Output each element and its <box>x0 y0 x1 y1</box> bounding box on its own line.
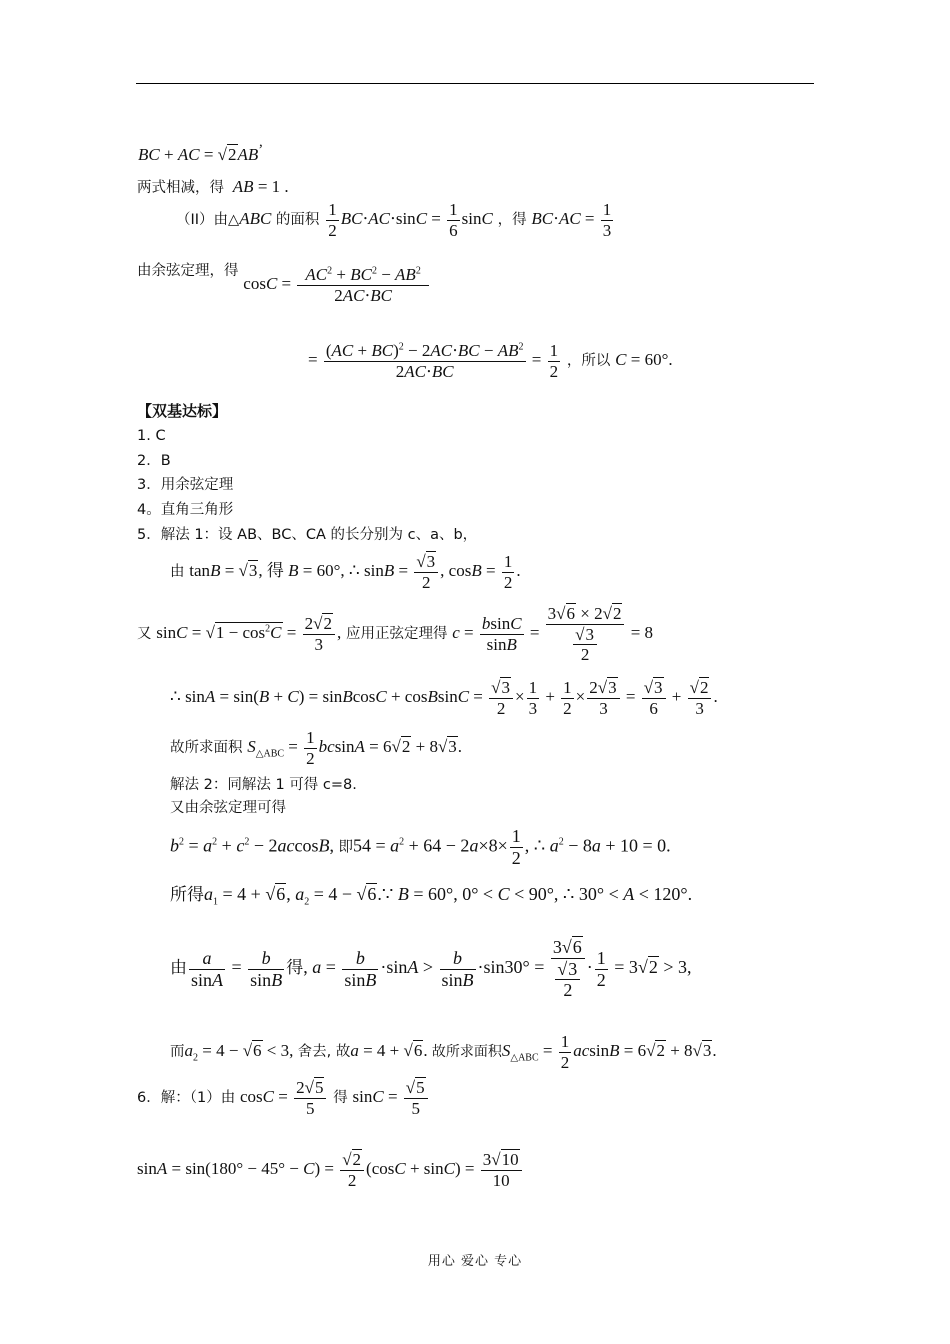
area-text: 故所求面积 <box>170 739 243 756</box>
angle-c-result: C = 60°. <box>615 349 673 369</box>
sin-a-line: ∴ sinA = sin(B + C) = sinBcosC + cosBsinC = $\frac{√3}{2}$ × $\frac{1}{3}$ + $\frac{1}{2}$ × $\frac{2√3}{3}$ = $\frac{√3}{6}$ + $\frac{√2}{3}$ . <box>170 678 718 718</box>
answer-2: 2．B <box>137 453 171 469</box>
header-rule <box>136 83 814 84</box>
obtain-text: 所得 <box>170 885 204 905</box>
cosine-result-line: = $\frac{(AC + BC)^2 - 2AC\cdot BC - AB^2}{2AC\cdot BC}$ = $\frac{1}{2}$ ，所以 C = 60°. <box>308 341 673 381</box>
ab-result: AB = 1 . <box>232 177 289 196</box>
while-text: 而 <box>170 1043 185 1060</box>
tan-b-line: 由 tanB = √3, 得 B = 60°, ∴ sinB = $\frac{√3}{2}$ , cosB = $\frac{1}{2}$ . <box>170 552 521 592</box>
method-2-title: 解法 2：同解法 1 可得 c=8. <box>170 777 357 793</box>
subtract-text: 两式相减，得 <box>137 180 224 196</box>
answer-5: 5．解法 1：设 AB、BC、CA 的长分别为 c、a、b， <box>137 527 478 543</box>
part-two-text: （II）由△ABC 的面积 <box>176 208 320 228</box>
sine-ratio-line: 由 $\frac{a}{\sin A}$ = $\frac{b}{\sin B}$ 得, a = $\frac{b}{\sin B}$ ·sinA > $\frac{b}{\sin B}$ ·sin30° = $\frac{3√6}{\frac{√3}{2}}$ · $\frac{1}{2}$ = 3√2 > 3, <box>170 937 692 1001</box>
answer-1: 1. C <box>137 428 166 444</box>
answer-4: 4。直角三角形 <box>137 502 234 518</box>
section-title: 【双基达标】 <box>137 402 228 420</box>
from-text: 由 <box>170 563 185 580</box>
q6-sin-a-line: sinA = sin(180° − 45° − C) = $\frac{√2}{2}$ (cosC + sinC) = $\frac{3√10}{10}$ <box>137 1150 524 1190</box>
namely-text: 即 <box>338 839 353 856</box>
page-footer: 用心 爱心 专心 <box>427 1254 523 1269</box>
cosine-law-line: 由余弦定理，得 cosC = $\frac{AC^2 + BC^2 - AB^2}{2AC\cdot BC}$ <box>137 264 431 305</box>
cosine-law-text: 由余弦定理，得 <box>137 263 239 279</box>
from-text-2: 由 <box>170 958 187 979</box>
equation-bc-ac: BC + AC = √2AB’ <box>138 142 264 164</box>
part-two-area: （II）由△ABC 的面积 $\frac{1}{2}$ BC⋅AC⋅sinC = $\frac{1}{6}$ sinC ，得 BC⋅AC = $\frac{1}{3}$ <box>176 200 612 240</box>
area-line-1: 故所求面积 $S_{\triangle ABC}$ = $\frac{1}{2}$ bcsinA = 6√2 + 8√3. <box>170 728 463 768</box>
part-two-then: ，得 <box>497 211 527 228</box>
method-2-cosine: 又由余弦定理可得 <box>170 800 286 816</box>
area-text-2: 故所求面积 <box>431 1043 502 1060</box>
discard-text: 舍去, 故 <box>297 1043 351 1060</box>
so-text: ，所以 <box>566 352 611 369</box>
subtract-line <box>137 178 289 196</box>
q6-text: 6．解：（1）由 <box>137 1089 236 1106</box>
q6-get-text: 得 <box>333 1089 348 1106</box>
sin-c-line: 又 $\sin C = √1 - \cos^2C$ = $\frac{2√2}{3}$ , 应用正弦定理得 c = $\frac{bsinC}{\sin B}$ = $\frac{3√6 \times 2√2}{\frac{√3}{2}}$ = 8 <box>137 604 654 665</box>
question-6-line: 6．解：（1）由 cosC = $\frac{2√5}{5}$ 得 sinC = $\frac{√5}{5}$ <box>137 1078 430 1118</box>
also-text: 又 <box>137 626 152 643</box>
discard-line: 而$a_2 = 4 - √6 < 3$, 舍去, 故a = 4 + √6. 故所求面积$S_{\triangle ABC}$ = $\frac{1}{2}$ acsinB = 6√2 + 8√3. <box>170 1032 717 1072</box>
sine-law-text: 应用正弦定理得 <box>345 626 448 643</box>
b-squared-line: $b^2 = a^2 + c^2 - 2accosB$, 即$54 = a^2 + 64 - 2a\times 8\times$ $\frac{1}{2}$ , ∴ $a^2 - 8a + 10 = 0$. <box>170 826 671 868</box>
answer-3: 3．用余弦定理 <box>137 477 234 493</box>
get-text: 得 <box>286 958 304 979</box>
roots-line: 所得$a_1 = 4 + √6$, $a_2 = 4$ − √6.∵ B = 60°, 0° < C < 90°, ∴ 30° < A < 120°. <box>170 884 693 908</box>
